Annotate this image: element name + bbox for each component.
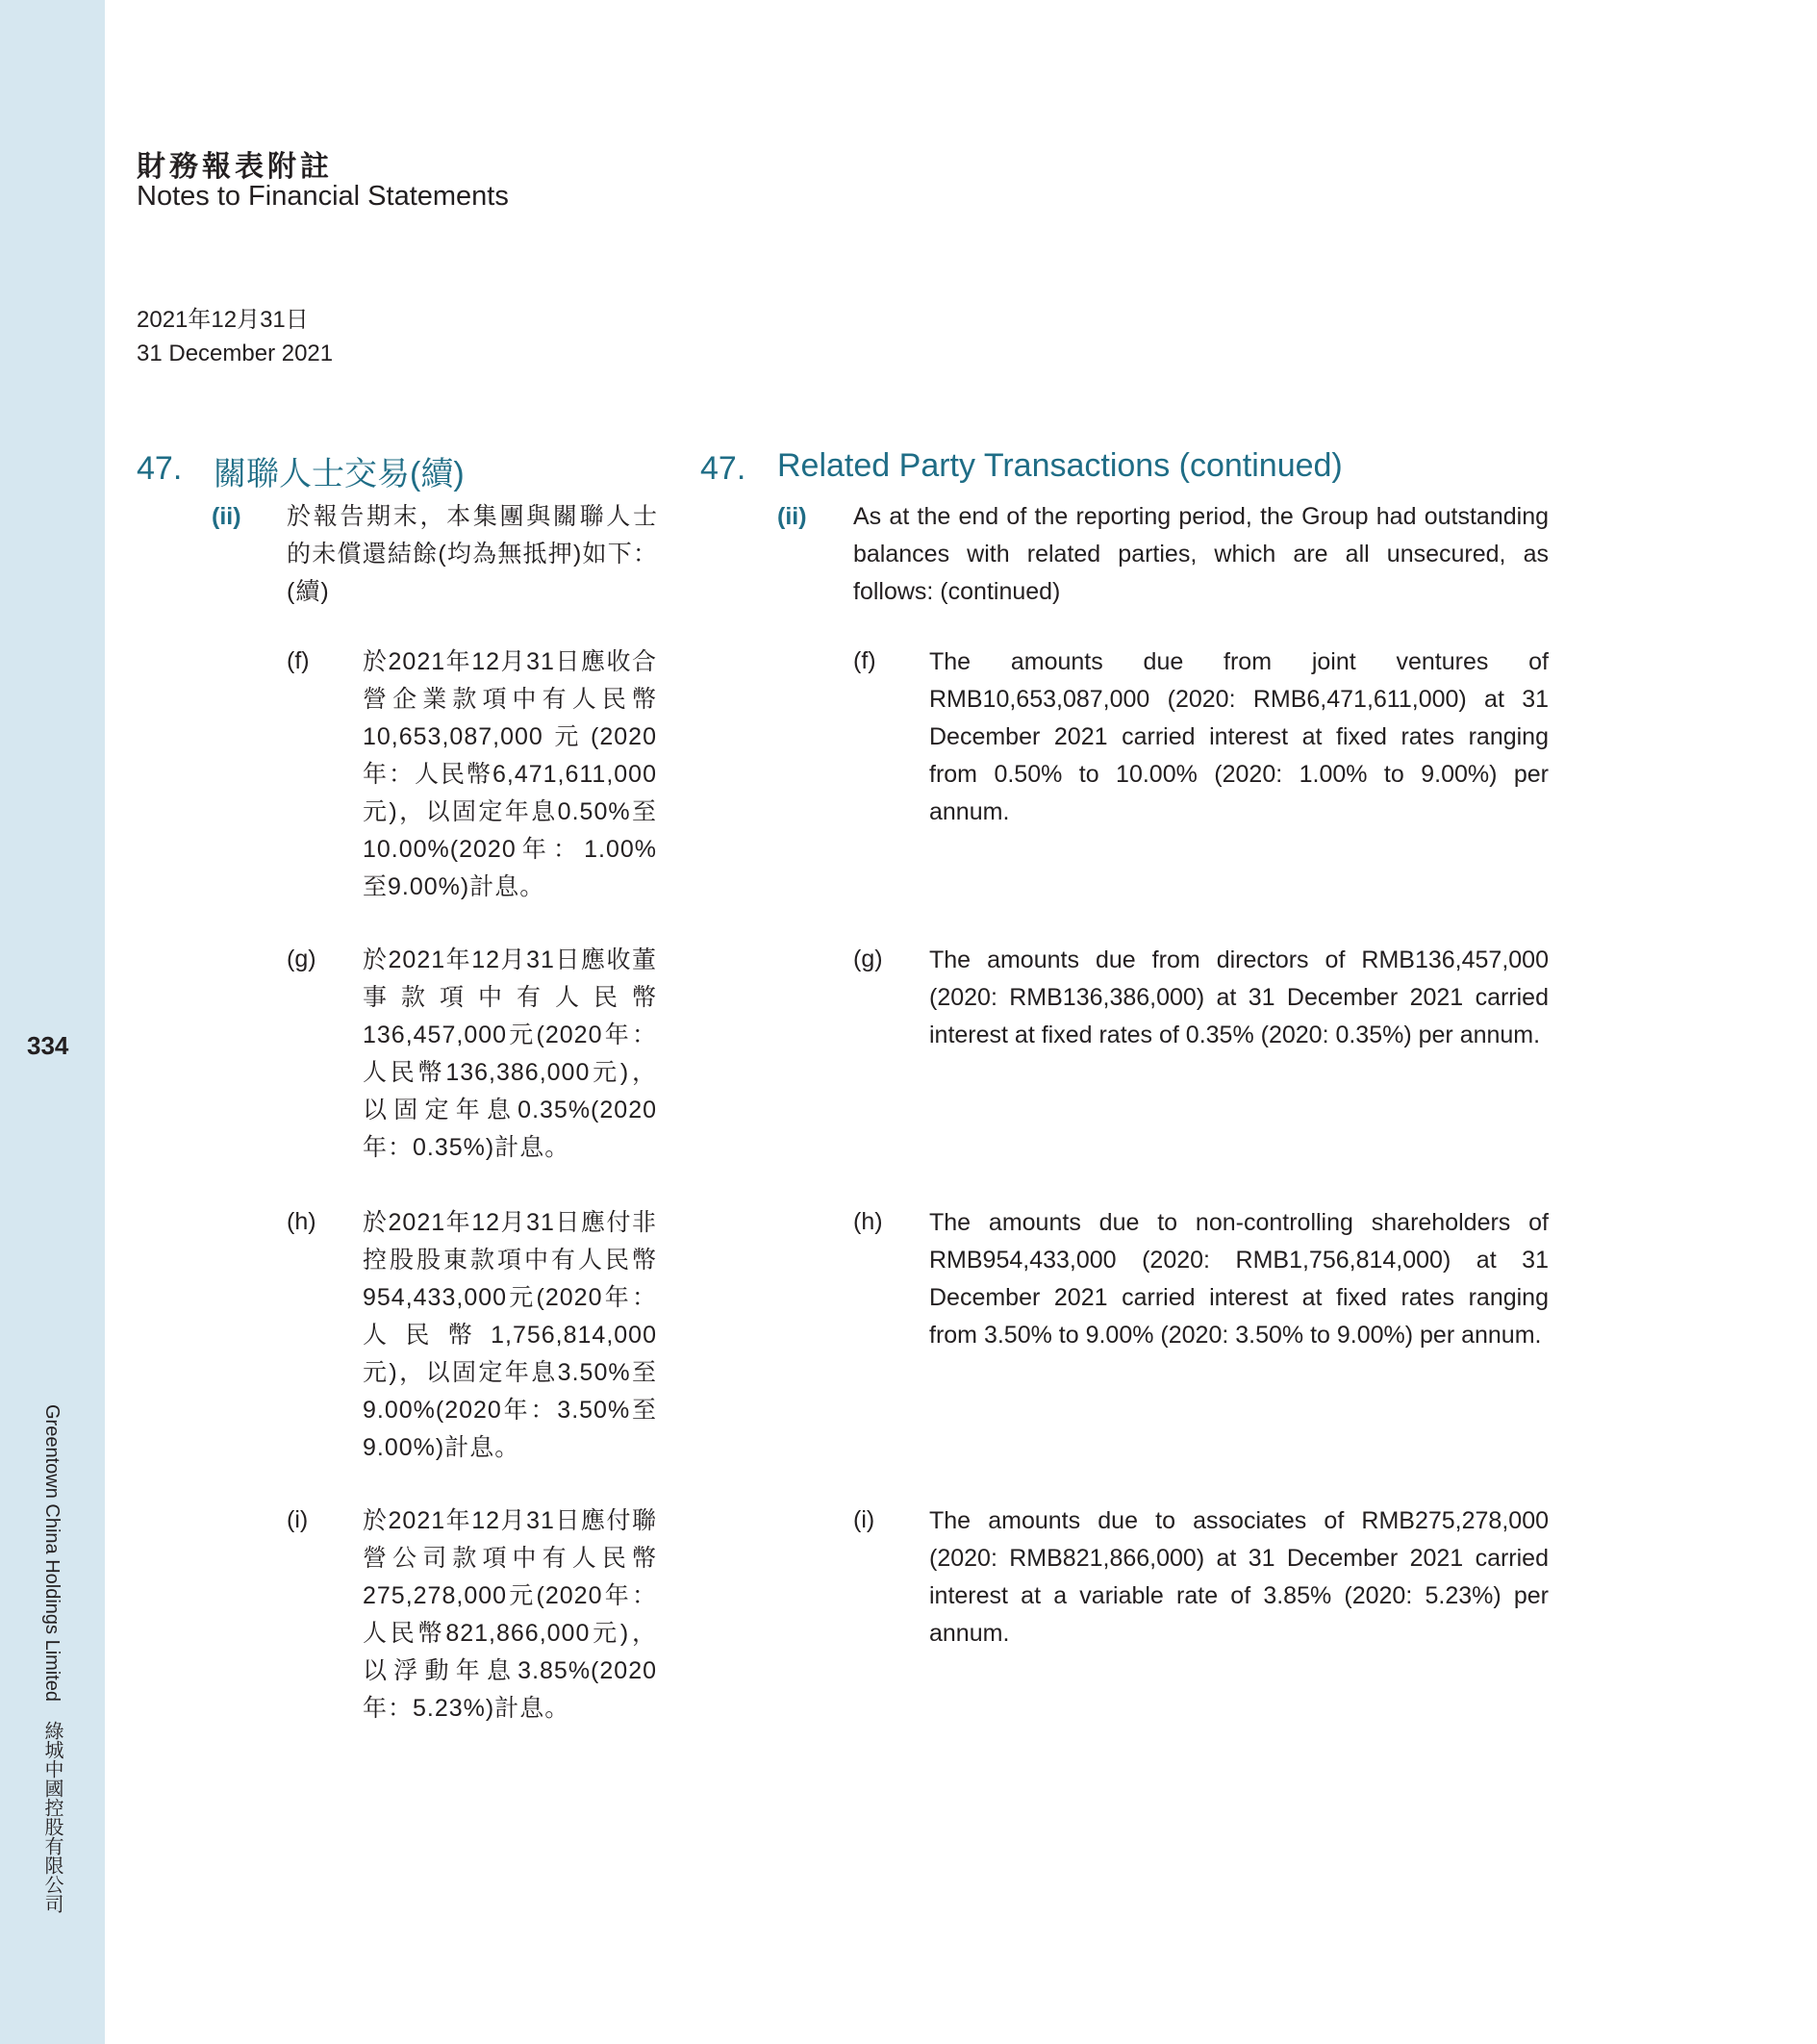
item-text-zh: 於2021年12月31日應收董事款項中有人民幣136,457,000元(2020年：人民幣136,386,000元)，以固定年息0.35%(2020年：0.35%)計息。 bbox=[363, 946, 657, 1161]
section-title-en: Related Party Transactions (continued) bbox=[777, 447, 1343, 484]
item-text-en: The amounts due to non-controlling shareholders of RMB954,433,000 (2020: RMB1,756,814,000) at 31 December 2021 carried interest at fixed rates ranging from 3.50% to 9.00% (2020: 3.50% to 9.00%) per annum. bbox=[929, 1209, 1549, 1349]
header-title-zh: 財務報表附註 bbox=[137, 150, 333, 184]
item-text-zh: 於2021年12月31日應付聯營公司款項中有人民幣275,278,000元(2020年：人民幣821,866,000元)，以浮動年息3.85%(2020年：5.23%)計息。 bbox=[363, 1507, 657, 1722]
item-label-zh: (h) bbox=[287, 1208, 316, 1235]
side-band bbox=[0, 0, 105, 2044]
item-text-en: The amounts due from directors of RMB136,457,000 (2020: RMB136,386,000) at 31 December 2021 carried interest at fixed rates of 0.35% (2020: 0.35%) per annum. bbox=[929, 946, 1549, 1048]
section-number-zh: 47. bbox=[137, 450, 183, 487]
item-text-en: The amounts due from joint ventures of RMB10,653,087,000 (2020: RMB6,471,611,000) at 31 December 2021 carried interest at fixed rates ranging from 0.50% to 10.00% (2020: 1.00% to 9.00%) per annum. bbox=[929, 648, 1549, 825]
item-label-zh: (g) bbox=[287, 946, 316, 972]
company-name-vertical: Greentown China Holdings Limited 綠城中國控股有限公司 bbox=[41, 1404, 63, 1914]
item-label-en: (g) bbox=[853, 946, 883, 972]
sub-text-zh: 於報告期末，本集團與關聯人士的未償還結餘(均為無抵押)如下：(續) bbox=[287, 503, 658, 605]
item-label-zh: (f) bbox=[287, 647, 310, 674]
sub-text-en: As at the end of the reporting period, the Group had outstanding balances with related parties, which are all unsecured, as follows: (continued) bbox=[853, 503, 1549, 605]
item-label-zh: (i) bbox=[287, 1506, 309, 1533]
sub-label-en: (ii) bbox=[777, 503, 807, 530]
item-text-en: The amounts due to associates of RMB275,278,000 (2020: RMB821,866,000) at 31 December 2021 carried interest at a variable rate of 3.85% (2020: 5.23%) per annum. bbox=[929, 1507, 1549, 1647]
page-number: 334 bbox=[27, 1031, 69, 1060]
item-label-en: (f) bbox=[853, 647, 876, 674]
date-zh: 2021年12月31日 bbox=[137, 307, 309, 333]
section-number-en: 47. bbox=[700, 450, 746, 487]
item-label-en: (i) bbox=[853, 1506, 875, 1533]
header-title-en: Notes to Financial Statements bbox=[137, 181, 509, 212]
item-text-zh: 於2021年12月31日應收合營企業款項中有人民幣10,653,087,000元(2020年：人民幣6,471,611,000元)，以固定年息0.50%至10.00%(2020年：1.00%至9.00%)計息。 bbox=[363, 648, 657, 900]
sub-label-zh: (ii) bbox=[212, 503, 241, 530]
item-label-en: (h) bbox=[853, 1208, 883, 1235]
item-text-zh: 於2021年12月31日應付非控股股東款項中有人民幣954,433,000元(2020年：人民幣1,756,814,000元)，以固定年息3.50%至9.00%(2020年：3.50%至9.00%)計息。 bbox=[363, 1209, 657, 1461]
date-en: 31 December 2021 bbox=[137, 341, 334, 366]
section-title-zh: 關聯人士交易(續) bbox=[214, 456, 465, 492]
